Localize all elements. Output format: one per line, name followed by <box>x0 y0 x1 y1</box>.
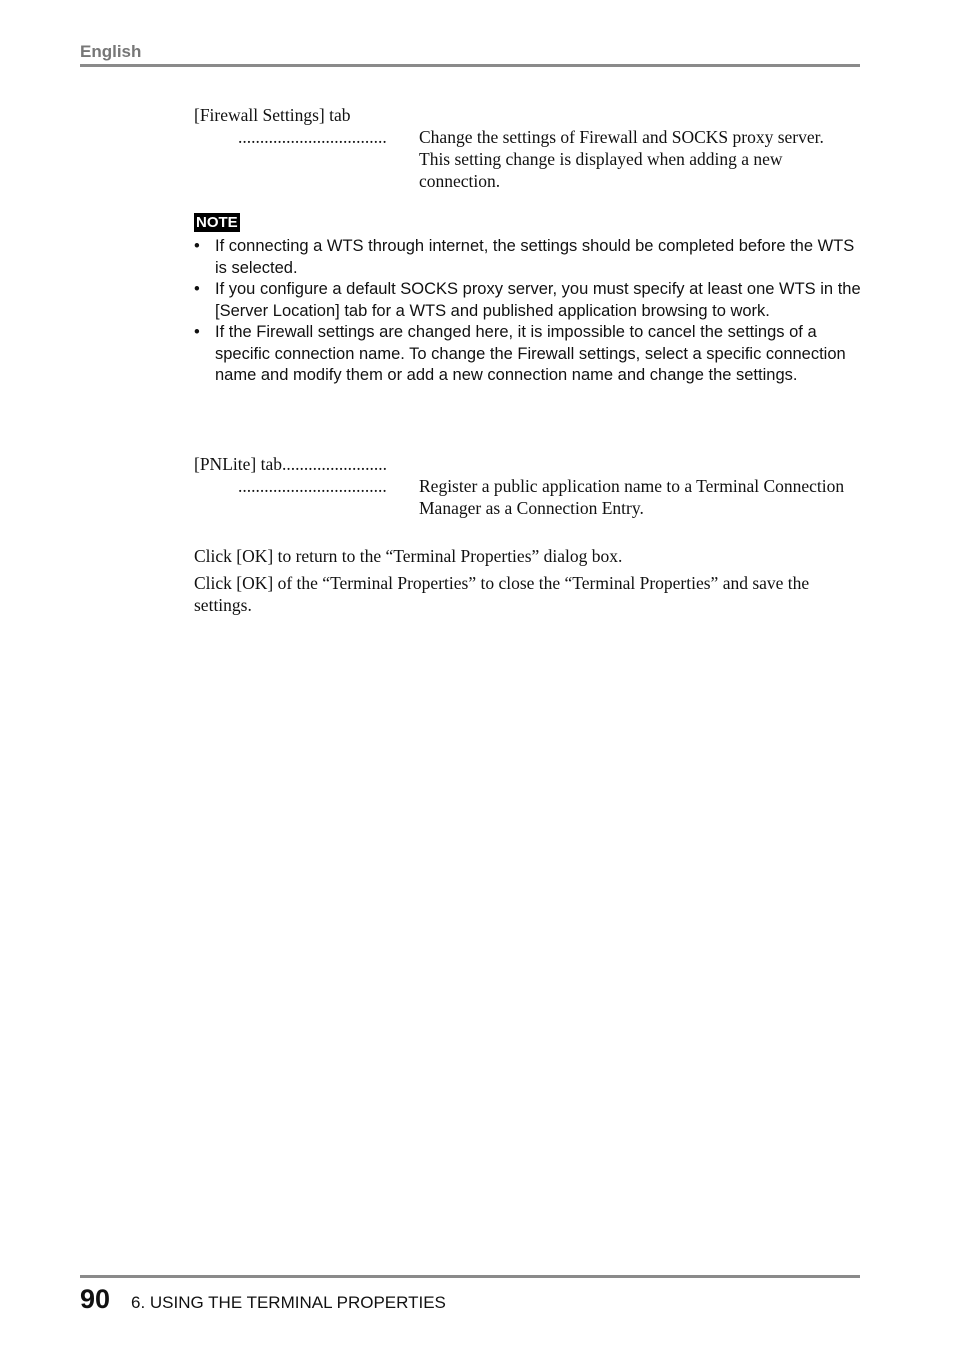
note-item-text: If you configure a default SOCKS proxy server, you must specify at least one WTS in the [Server Location] tab for a WTS and published application browsing to work. <box>215 280 861 320</box>
paragraph-ok-close: Click [OK] of the “Terminal Properties” to close the “Terminal Properties” and save the settings. <box>194 573 810 615</box>
firewall-description: Change the settings of Firewall and SOCKS proxy server. This setting change is displayed when adding a new connection. <box>419 127 824 191</box>
bullet-icon: • <box>194 280 200 298</box>
note-item <box>194 279 864 322</box>
bullet-icon: • <box>194 237 200 255</box>
pnlite-leader: .................................. <box>238 476 387 496</box>
pnlite-description: Register a public application name to a Terminal Connection Manager as a Connection Entry. <box>419 476 845 518</box>
paragraph-ok-return: Click [OK] to return to the “Terminal Properties” dialog box. <box>194 546 623 566</box>
note-item-text: If connecting a WTS through internet, the settings should be completed before the WTS is selected. <box>215 237 855 277</box>
note-item <box>194 322 864 387</box>
note-list <box>194 236 864 387</box>
pnlite-term: [PNLite] tab........................ <box>194 454 387 474</box>
note-badge: NOTE <box>196 214 238 231</box>
page-number: 90 <box>80 1284 111 1314</box>
note-item-text: If the Firewall settings are changed here, it is impossible to cancel the settings of a specific connection name. To change the Firewall settings, select a specific connection name and modify them or add a new connection name and change the settings. <box>215 323 846 384</box>
header-rule <box>80 64 860 67</box>
footer-rule <box>80 1275 860 1278</box>
firewall-term: [Firewall Settings] tab <box>194 105 351 125</box>
bullet-icon: • <box>194 323 200 341</box>
header-language: English <box>80 42 142 61</box>
note-item <box>194 236 864 279</box>
chapter-title: 6. USING THE TERMINAL PROPERTIES <box>131 1293 446 1312</box>
firewall-leader: .................................. <box>238 127 387 147</box>
